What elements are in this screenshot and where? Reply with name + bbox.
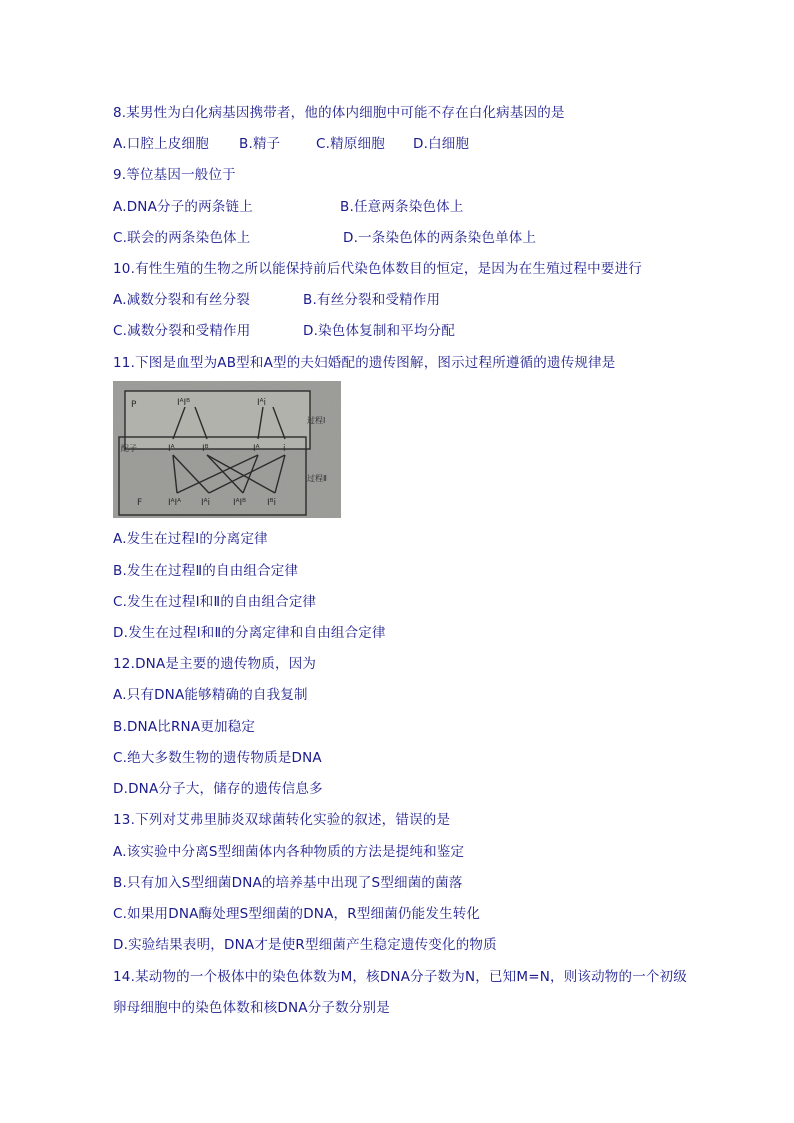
q9-option-b: B.任意两条染色体上: [340, 199, 464, 215]
q12-option-c: C.绝大多数生物的遗传物质是DNA: [113, 750, 322, 766]
gamete-4: i: [283, 444, 286, 454]
q8-stem: 8.某男性为白化病基因携带者，他的体内细胞中可能不存在白化病基因的是: [113, 105, 565, 121]
q11-option-d: D.发生在过程Ⅰ和Ⅱ的分离定律和自由组合定律: [113, 625, 386, 641]
q14-stem-line-2: 卵母细胞中的染色体数和核DNA分子数分别是: [113, 1000, 390, 1016]
q10-stem: 10.有性生殖的生物之所以能保持前后代染色体数目的恒定，是因为在生殖过程中要进行: [113, 261, 642, 277]
q11-option-a: A.发生在过程Ⅰ的分离定律: [113, 531, 268, 547]
offspring-label: F: [137, 498, 143, 508]
gamete-1: Iᴬ: [168, 444, 175, 454]
q8-option-b: B.精子: [239, 136, 281, 152]
q8-option-c: C.精原细胞: [316, 136, 385, 152]
q13-stem: 13.下列对艾弗里肺炎双球菌转化实验的叙述，错误的是: [113, 812, 451, 828]
q13-option-c: C.如果用DNA酶处理S型细菌的DNA，R型细菌仍能发生转化: [113, 906, 481, 922]
gamete-3: Iᴬ: [253, 444, 260, 454]
q12-option-b: B.DNA比RNA更加稳定: [113, 719, 256, 735]
q9-option-d: D.一条染色体的两条染色单体上: [343, 230, 537, 246]
q10-option-a: A.减数分裂和有丝分裂: [113, 292, 250, 308]
q11-option-c: C.发生在过程Ⅰ和Ⅱ的自由组合定律: [113, 594, 317, 610]
process-two-label: 过程Ⅱ: [307, 474, 327, 483]
parent-genotype-mother: Iᴬi: [257, 398, 267, 408]
q8-option-a: A.口腔上皮细胞: [113, 136, 209, 152]
parent-label: P: [131, 400, 137, 410]
q10-option-c: C.减数分裂和受精作用: [113, 323, 251, 339]
q13-option-d: D.实验结果表明，DNA才是使R型细菌产生稳定遗传变化的物质: [113, 937, 497, 953]
q11-stem: 11.下图是血型为AB型和A型的夫妇婚配的遗传图解，图示过程所遵循的遗传规律是: [113, 355, 616, 371]
process-one-label: 过程Ⅰ: [307, 416, 326, 425]
q13-option-a: A.该实验中分离S型细菌体内各种物质的方法是提纯和鉴定: [113, 844, 465, 860]
q12-option-a: A.只有DNA能够精确的自我复制: [113, 687, 308, 703]
offspring-4: Iᴮi: [267, 498, 277, 508]
q11-option-b: B.发生在过程Ⅱ的自由组合定律: [113, 563, 299, 579]
q14-stem-line-1: 14.某动物的一个极体中的染色体数为M，核DNA分子数为N，已知M=N，则该动物的一个初级: [113, 969, 688, 985]
q12-option-d: D.DNA分子大，储存的遗传信息多: [113, 781, 323, 797]
gamete-2: Iᴮ: [202, 444, 209, 454]
q10-option-d: D.染色体复制和平均分配: [303, 323, 456, 339]
offspring-3: IᴬIᴮ: [233, 498, 247, 508]
gamete-label: 配子: [121, 444, 137, 453]
q8-option-d: D.白细胞: [413, 136, 470, 152]
q9-option-c: C.联会的两条染色体上: [113, 230, 251, 246]
q13-option-b: B.只有加入S型细菌DNA的培养基中出现了S型细菌的菌落: [113, 875, 463, 891]
inheritance-diagram: [113, 381, 341, 518]
offspring-1: IᴬIᴬ: [168, 498, 182, 508]
q10-option-b: B.有丝分裂和受精作用: [303, 292, 441, 308]
parent-genotype-father: IᴬIᴮ: [177, 398, 191, 408]
q9-stem: 9.等位基因一般位于: [113, 167, 236, 183]
q9-option-a: A.DNA分子的两条链上: [113, 199, 253, 215]
offspring-2: Iᴬi: [201, 498, 211, 508]
q12-stem: 12.DNA是主要的遗传物质，因为: [113, 656, 317, 672]
